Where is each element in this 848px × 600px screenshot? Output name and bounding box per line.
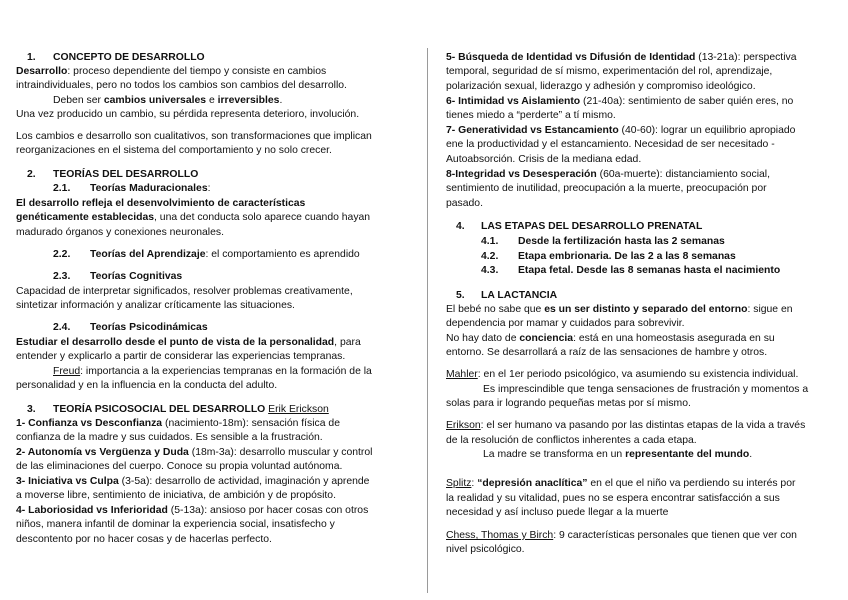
erikson-note: Erikson: el ser humano va pasando por las distintas etapas de la vida a través <box>446 420 806 431</box>
section-4-number: 4. <box>456 221 465 232</box>
subsection-2-3-number: 2.3. <box>53 271 71 282</box>
mahler-note-line2: Es imprescindible que tenga sensaciones de frustración y momentos a <box>483 384 809 395</box>
stage-7-line3: Autoabsorción. Crisis de la mediana edad. <box>446 154 642 165</box>
maduracionales-text: El desarrollo refleja el desenvolvimiento de características <box>16 198 306 209</box>
mahler-note-line3: solas para ir logrando pequeñas metas por sí mismo. <box>446 398 691 409</box>
stage-1: 1- Confianza vs Desconfianza (nacimiento-18m): sensación física de <box>16 418 340 429</box>
spitz-note: Splitz: “depresión anaclítica” en el que el niño va perdiendo su interés por <box>446 478 796 489</box>
section-2-heading: TEORÍAS DEL DESARROLLO <box>53 169 199 180</box>
cognitivas-text: Capacidad de interpretar significados, resolver problemas creativamente, <box>16 286 353 297</box>
stage-4: 4- Laboriosidad vs Inferioridad (5-13a): ansioso por hacer cosas con otros <box>16 505 369 516</box>
section-3-heading: TEORÍA PSICOSOCIAL DEL DESARROLLO Erik Erickson <box>53 404 329 415</box>
prenatal-item-1: Desde la fertilización hasta las 2 semanas <box>518 236 725 247</box>
stage-6: 6- Intimidad vs Aislamiento (21-40a): sentimiento de saber quién eres, no <box>446 96 794 107</box>
change-requirements: Deben ser cambios universales e irreversibles. <box>53 95 283 106</box>
erikson-author-link: Erik Erickson <box>268 404 329 415</box>
stage-1-line2: confianza de la madre y sus cuidados. Es sensible a la frustración. <box>16 432 323 443</box>
desarrollo-definition: Desarrollo: proceso dependiente del tiempo y consiste en cambios <box>16 66 327 77</box>
chess-note: Chess, Thomas y Birch: 9 características personales que tienen que ver con <box>446 530 797 541</box>
prenatal-item-3-number: 4.3. <box>481 265 499 276</box>
subsection-2-4-heading: Teorías Psicodinámicas <box>90 322 208 333</box>
section-2-number: 2. <box>27 169 36 180</box>
stage-5-line3: polarización sexual, liderazgo y adhesión y compromiso ideológico. <box>446 81 756 92</box>
qualitative-changes: Los cambios e desarrollo son cualitativos, son transformaciones que implican <box>16 131 372 142</box>
mahler-note: Mahler: en el 1er periodo psicológico, va asumiendo su existencia individual. <box>446 369 799 380</box>
subsection-2-3-heading: Teorías Cognitivas <box>90 271 183 282</box>
stage-8-line2: sentimiento de inutilidad, preocupación a la muerte, preocupación por <box>446 183 767 194</box>
freud-note-line2: personalidad y en la influencia en la conducta del adulto. <box>16 380 278 391</box>
subsection-2-1-heading: Teorías Maduracionales: <box>90 183 211 194</box>
prenatal-item-1-number: 4.1. <box>481 236 499 247</box>
qualitative-changes-line2: reorganizaciones en el sistema del comportamiento y no solo crecer. <box>16 145 332 156</box>
column-divider <box>427 48 428 593</box>
loss-statement: Una vez producido un cambio, su pérdida representa deterioro, involución. <box>16 109 360 120</box>
stage-6-line2: tienes miedo a “perderte” a tí mismo. <box>446 110 616 121</box>
subsection-2-2-number: 2.2. <box>53 249 71 260</box>
stage-5: 5- Búsqueda de Identidad vs Difusión de Identidad (13-21a): perspectiva <box>446 52 797 63</box>
stage-7: 7- Generatividad vs Estancamiento (40-60): lograr un equilibrio apropiado <box>446 125 796 136</box>
section-5-heading: LA LACTANCIA <box>481 290 558 301</box>
stage-7-line2: ene la productividad y el estancamiento. Necesidad de ser necesitado - <box>446 139 775 150</box>
chess-note-line2: nivel psicológico. <box>446 544 525 555</box>
subsection-2-2-heading: Teorías del Aprendizaje: el comportamiento es aprendido <box>90 249 360 260</box>
subsection-2-4-number: 2.4. <box>53 322 71 333</box>
section-4-heading: LAS ETAPAS DEL DESARROLLO PRENATAL <box>481 221 703 232</box>
lactancia-text: El bebé no sabe que es un ser distinto y separado del entorno: sigue en <box>446 304 793 315</box>
prenatal-item-2: Etapa embrionaria. De las 2 a las 8 semanas <box>518 251 736 262</box>
spitz-note-line3: necesidad y así incluso puede llegar a la muerte <box>446 507 669 518</box>
lactancia-text-line4: entorno. Se desarrollará a raíz de las sensaciones de hambre y otros. <box>446 347 768 358</box>
section-3-number: 3. <box>27 404 36 415</box>
section-1-heading: CONCEPTO DE DESARROLLO <box>53 52 205 63</box>
desarrollo-definition-line2: intraindividuales, pero no todos los cambios son cambios del desarrollo. <box>16 80 347 91</box>
stage-8: 8-Integridad vs Desesperación (60a-muerte): distanciamiento social, <box>446 169 770 180</box>
mother-note: La madre se transforma en un representante del mundo. <box>483 449 753 460</box>
spitz-note-line2: la realidad y su vitalidad, pues no se espera encontrar satisfacción a sus <box>446 493 780 504</box>
maduracionales-text-line3: madurado órganos y conexiones neuronales. <box>16 227 224 238</box>
stage-2-line2: de las eliminaciones del cuerpo. Conoce su propia voluntad autónoma. <box>16 461 343 472</box>
prenatal-item-2-number: 4.2. <box>481 251 499 262</box>
stage-3: 3- Iniciativa vs Culpa (3-5a): desarrollo de actividad, imaginación y aprende <box>16 476 370 487</box>
stage-8-line3: pasado. <box>446 198 483 209</box>
psicodinamicas-text: Estudiar el desarrollo desde el punto de vista de la personalidad, para <box>16 337 361 348</box>
section-1-number: 1. <box>27 52 36 63</box>
maduracionales-text-line2: genéticamente establecidas, una det conducta solo aparece cuando hayan <box>16 212 371 223</box>
lactancia-text-line3: No hay dato de conciencia: está en una homeostasis asegurada en su <box>446 333 775 344</box>
stage-2: 2- Autonomía vs Vergüenza y Duda (18m-3a): desarrollo muscular y control <box>16 447 373 458</box>
lactancia-text-line2: dependencia por mamar y cuidados para sobrevivir. <box>446 318 685 329</box>
stage-5-line2: temporal, seguridad de sí mismo, experimentación del rol, aprendizaje, <box>446 66 773 77</box>
stage-3-line2: a moverse libre, sentimiento de iniciativa, de ambición y de propósito. <box>16 490 336 501</box>
subsection-2-1-number: 2.1. <box>53 183 71 194</box>
erikson-note-line2: de la resolución de conflictos inherentes a cada etapa. <box>446 435 697 446</box>
cognitivas-text-line2: sintetizar información y analizar críticamente las situaciones. <box>16 300 295 311</box>
section-5-number: 5. <box>456 290 465 301</box>
stage-4-line3: descontento por no hacer cosas y de hacerlas perfecto. <box>16 534 272 545</box>
stage-4-line2: niños, manera infantil de dominar la experiencia social, insatisfecho y <box>16 519 335 530</box>
psicodinamicas-text-line2: entender y explicarlo a partir de considerar las experiencias tempranas. <box>16 351 346 362</box>
freud-note: Freud: importancia a la experiencias tempranas en la formación de la <box>53 366 372 377</box>
prenatal-item-3: Etapa fetal. Desde las 8 semanas hasta el nacimiento <box>518 265 781 276</box>
